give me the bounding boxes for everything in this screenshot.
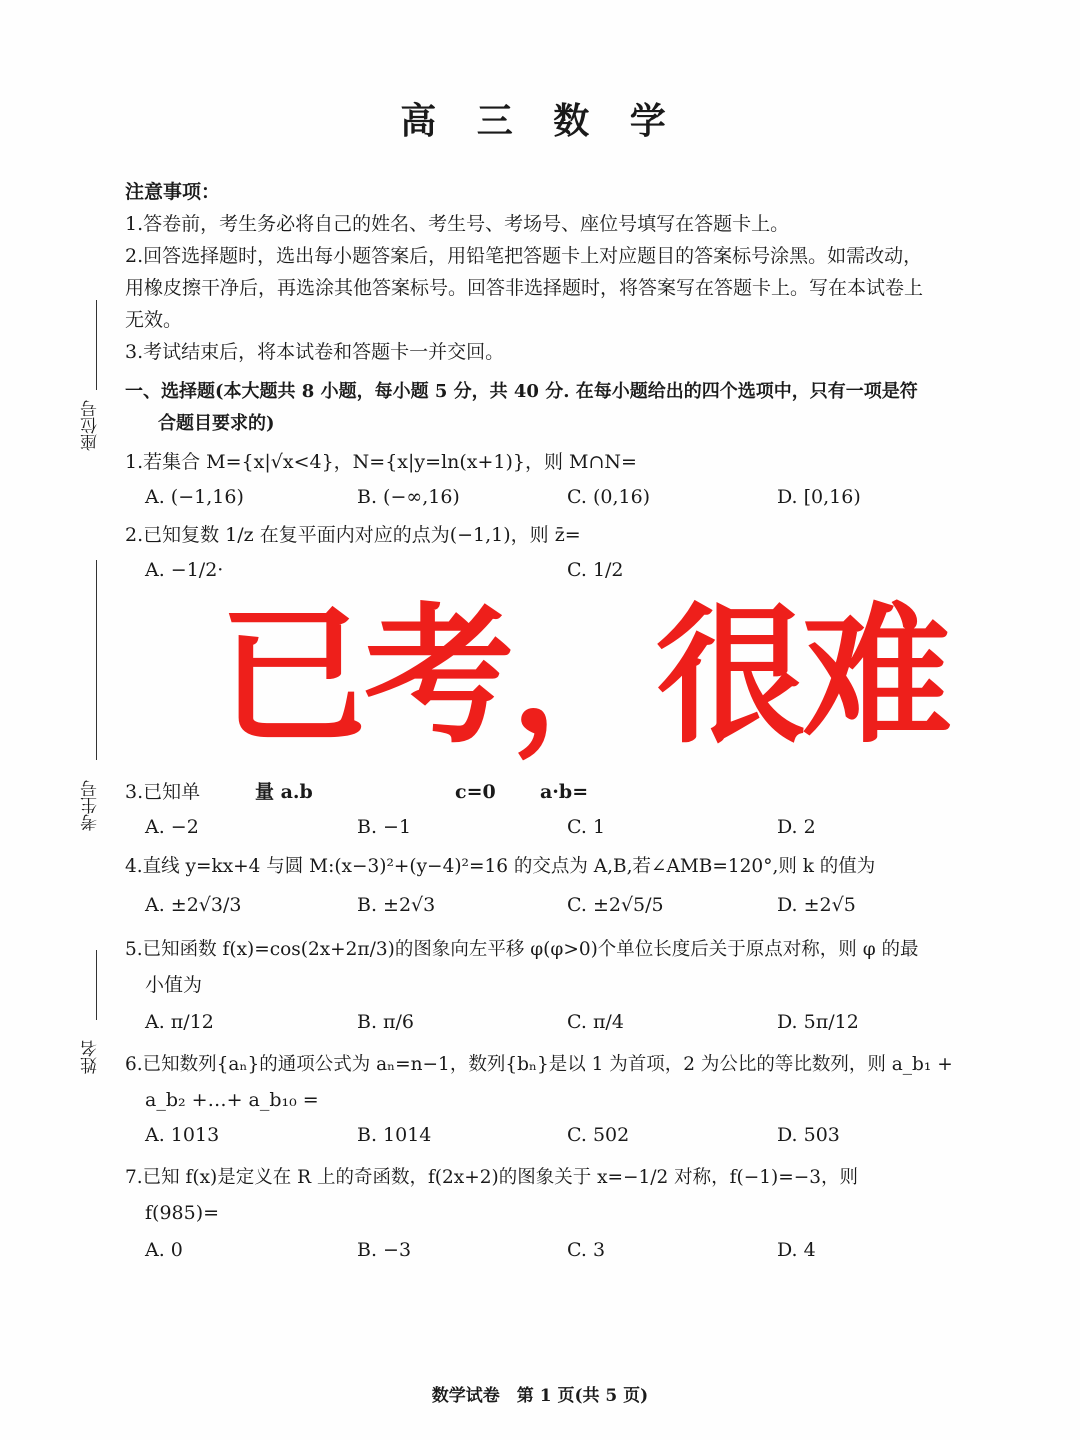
option-b: B. (−∞,16)	[357, 486, 460, 508]
question-3-fragment: c=0	[455, 781, 496, 803]
question-4: 4.直线 y=kx+4 与圆 M:(x−3)²+(y−4)²=16 的交点为 A,B,若∠AMB=120°,则 k 的值为	[125, 856, 876, 877]
section-heading-cont: 合题目要求的)	[158, 413, 275, 434]
binding-line	[96, 300, 97, 390]
option-d: D. ±2√5	[777, 894, 856, 916]
section-heading: 一、选择题(本大题共 8 小题，每小题 5 分，共 40 分. 在每小题给出的四个选项中，只有一项是符	[125, 381, 918, 402]
option-a: A. 1013	[145, 1124, 220, 1146]
page-title: 高 三 数 学	[400, 101, 680, 142]
option-a: A. π/12	[145, 1011, 214, 1033]
name-label: 姓名	[81, 1040, 101, 1074]
option-b: B. −3	[357, 1239, 412, 1261]
option-c: C. 1	[567, 816, 606, 838]
option-d: D. 4	[777, 1239, 816, 1261]
note-item: 1.答卷前，考生务必将自己的姓名、考生号、考场号、座位号填写在答题卡上。	[125, 213, 790, 235]
option-a: A. −1/2·	[145, 559, 224, 581]
binding-line	[96, 950, 97, 1020]
note-item: 3.考试结束后，将本试卷和答题卡一并交回。	[125, 341, 505, 363]
question-6-cont: a_b₂ +…+ a_b₁₀ =	[145, 1089, 319, 1111]
option-c: C. (0,16)	[567, 486, 651, 508]
note-item: 用橡皮擦干净后，再选涂其他答案标号。回答非选择题时，将答案写在答题卡上。写在本试卷上	[125, 277, 924, 299]
exam-number-label: 考生号	[81, 780, 101, 831]
seat-label: 座位号	[81, 400, 101, 451]
binding-line	[96, 560, 97, 760]
question-6: 6.已知数列{aₙ}的通项公式为 aₙ=n−1，数列{bₙ}是以 1 为首项，2 为公比的等比数列，则 a_b₁ +	[125, 1054, 953, 1075]
option-d: D. 2	[777, 816, 816, 838]
overlay-annotation: 已考，很难	[218, 590, 949, 764]
note-item: 无效。	[125, 309, 183, 331]
option-a: A. ±2√3/3	[145, 894, 242, 916]
question-5: 5.已知函数 f(x)=cos(2x+2π/3)的图象向左平移 φ(φ>0)个单位长度后关于原点对称，则 φ 的最	[125, 939, 919, 960]
option-c: C. π/4	[567, 1011, 624, 1033]
option-b: B. π/6	[357, 1011, 415, 1033]
option-d: D. 5π/12	[777, 1011, 859, 1033]
page-footer: 数学试卷 第 1 页(共 5 页)	[431, 1386, 649, 1406]
question-7: 7.已知 f(x)是定义在 R 上的奇函数，f(2x+2)的图象关于 x=−1/2 对称，f(−1)=−3，则	[125, 1167, 858, 1188]
question-3: 3.已知单	[125, 781, 201, 803]
option-d: D. [0,16)	[777, 486, 861, 508]
option-b: B. 1014	[357, 1124, 432, 1146]
option-c: C. ±2√5/5	[567, 894, 664, 916]
question-2: 2.已知复数 1/z 在复平面内对应的点为(−1,1)，则 z̄=	[125, 524, 581, 546]
option-c: C. 3	[567, 1239, 606, 1261]
option-b: B. ±2√3	[357, 894, 436, 916]
question-3-fragment: a·b=	[540, 781, 589, 803]
option-c: C. 502	[567, 1124, 630, 1146]
notes-heading: 注意事项：	[125, 181, 221, 203]
option-a: A. 0	[145, 1239, 183, 1261]
question-5-cont: 小值为	[145, 974, 203, 996]
option-c: C. 1/2	[567, 559, 624, 581]
question-3-fragment: 量 a.b	[255, 781, 313, 803]
option-d: D. 503	[777, 1124, 840, 1146]
question-1: 1.若集合 M={x|√x<4}，N={x|y=ln(x+1)}，则 M∩N=	[125, 451, 637, 473]
option-a: A. (−1,16)	[145, 486, 244, 508]
note-item: 2.回答选择题时，选出每小题答案后，用铅笔把答题卡上对应题目的答案标号涂黑。如需改动，	[125, 245, 923, 267]
question-7-cont: f(985)=	[145, 1202, 220, 1224]
option-a: A. −2	[145, 816, 199, 838]
option-b: B. −1	[357, 816, 412, 838]
